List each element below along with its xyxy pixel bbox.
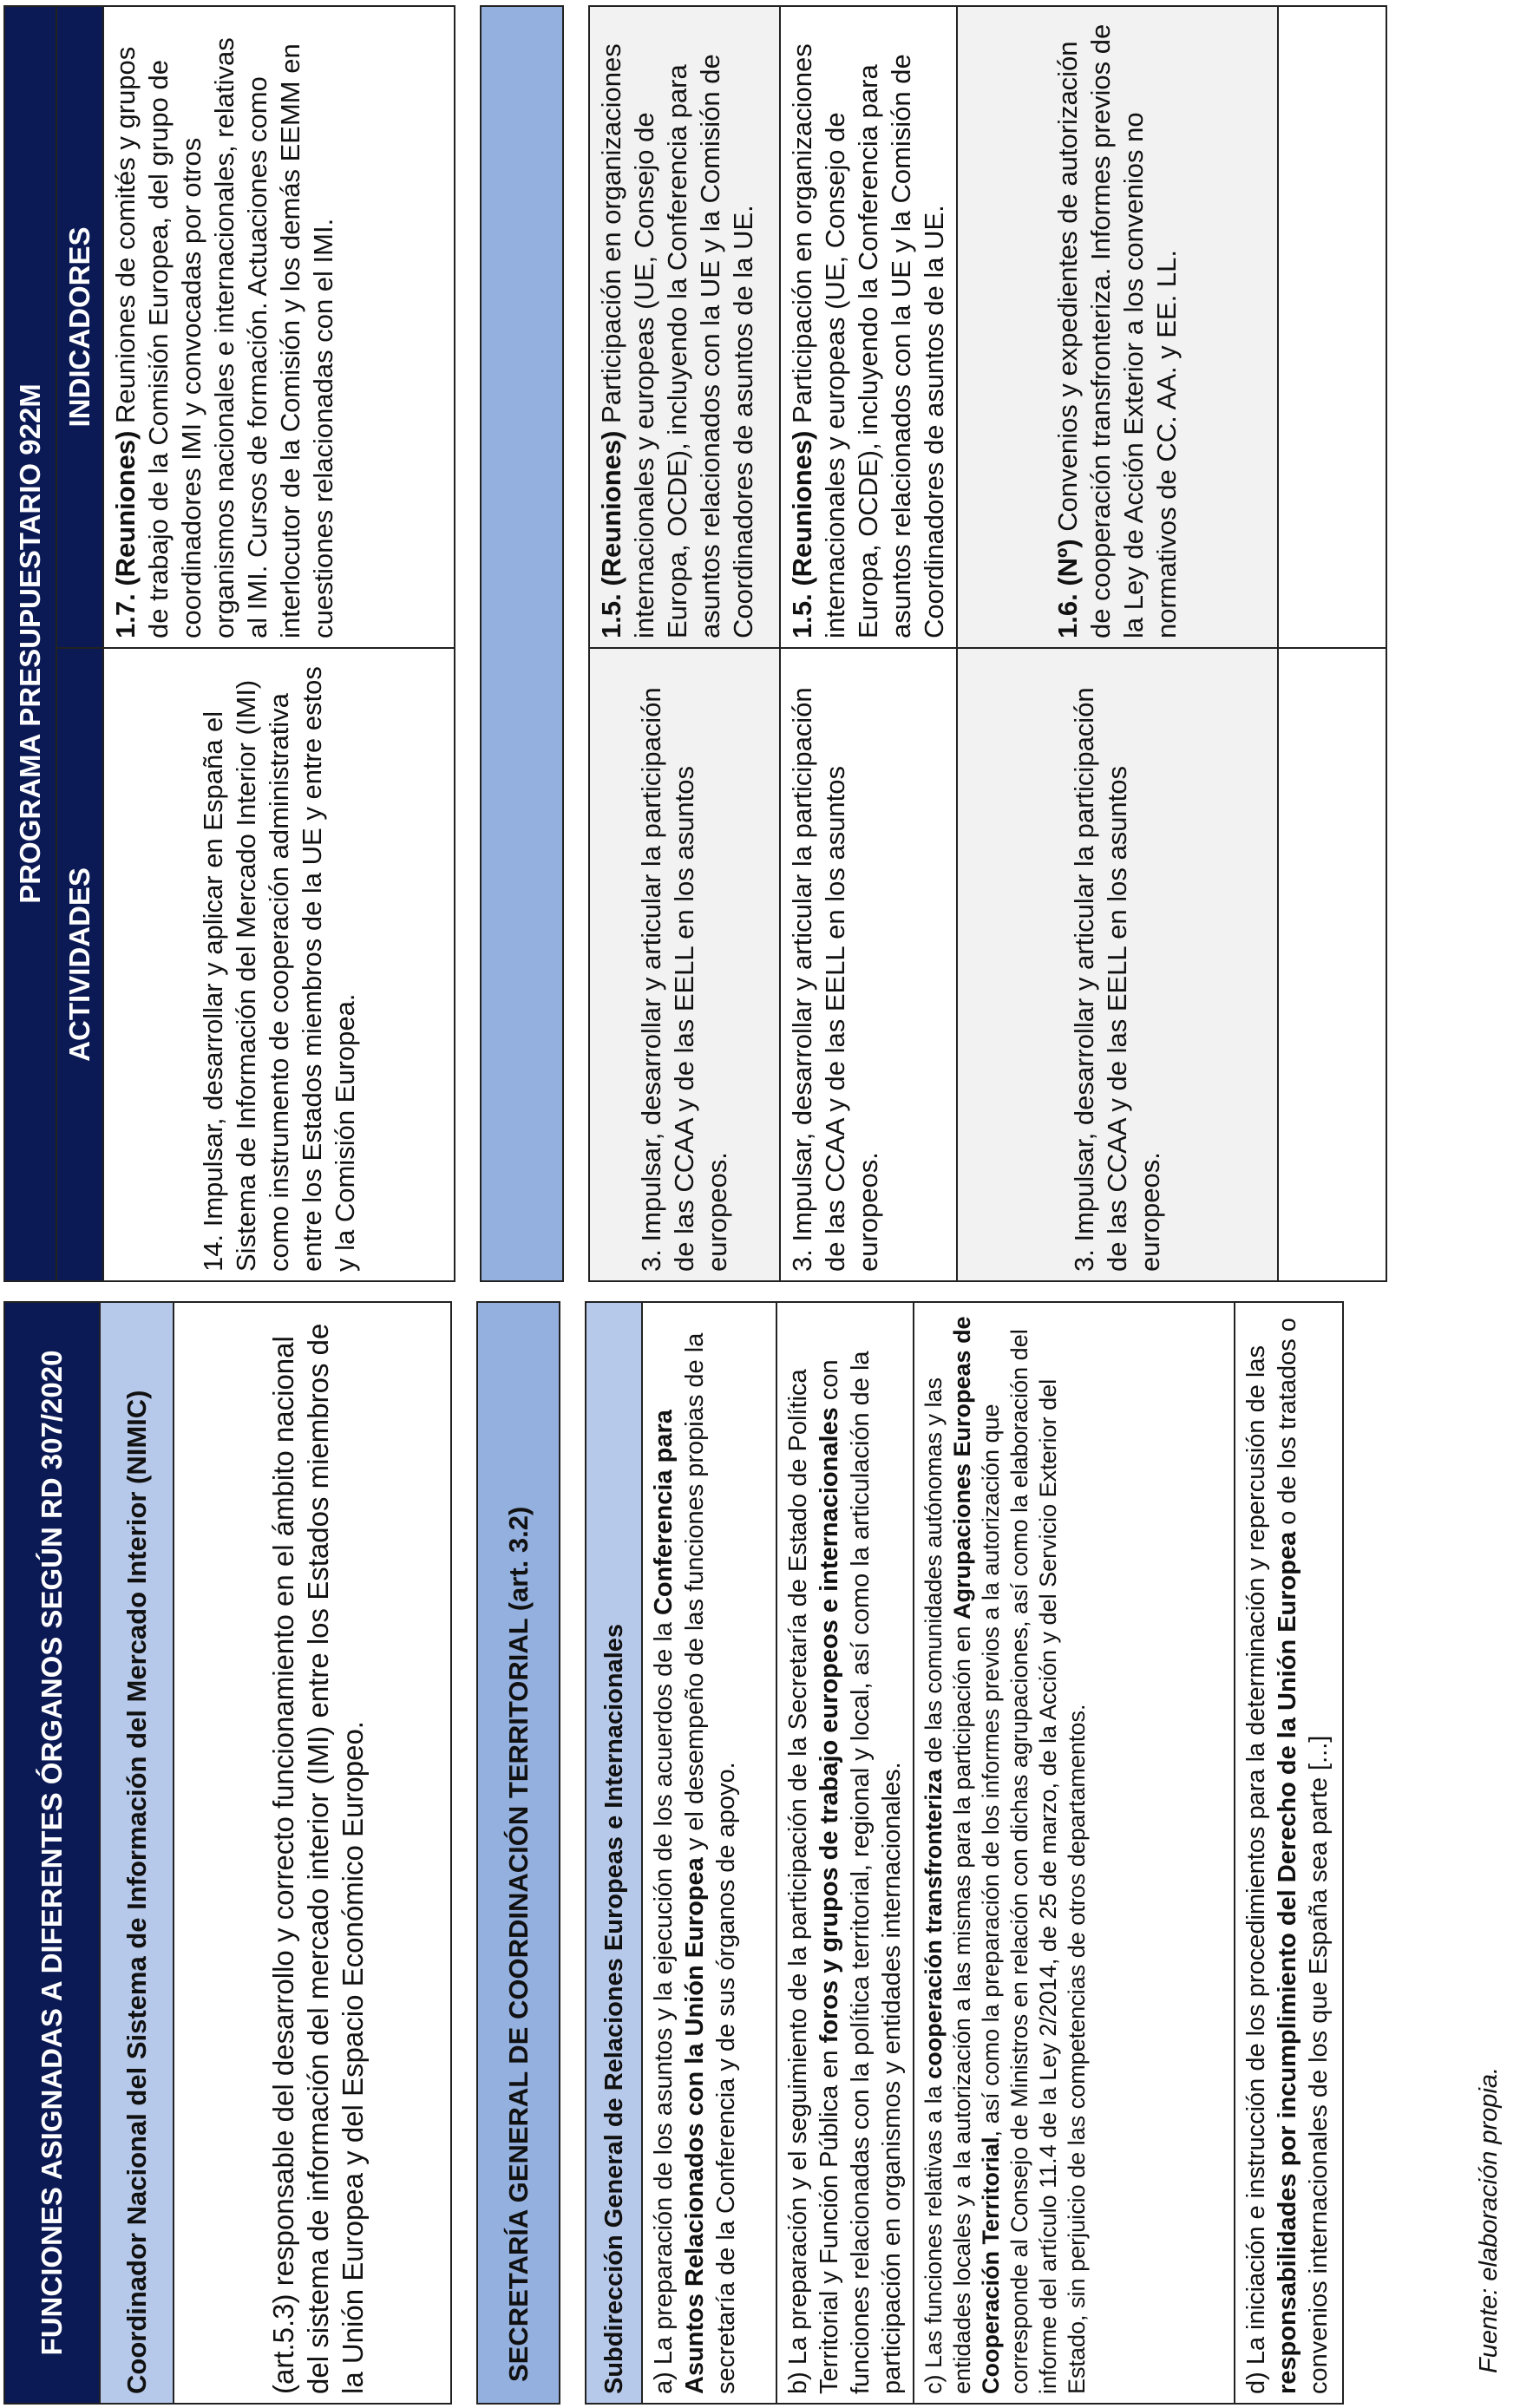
nimic-text: (art.5.3) responsable del desarrollo y correcto funcionamiento en el ámbito nacional del sistema de información del mercado interior (IMI) entre los Estados miembros de la Unión Europea y del Espacio Económico Europeo. — [174, 1302, 451, 2404]
col-indicadores: INDICADORES — [56, 6, 103, 648]
actividad-3-b: 3. Impulsar, desarrollar y articular la participación de las CCAA y de las EELL en los asuntos europeos. — [780, 648, 957, 1281]
secretaria-band — [481, 6, 563, 1281]
actividad-14: 14. Impulsar, desarrollar y aplicar en España el Sistema de Información del Mercado Interior (IMI) como instrumento de cooperación administrativa entre los Estados miembros de la UE y entre estos y la Comisión Europea. — [103, 648, 455, 1281]
funcion-a: a) La preparación de los asuntos y la ejecución de los acuerdos de la Conferencia para Asuntos Relacionados con la Unión Europea y el desempeño de las funciones propias de la secretaría de la Conferencia y de sus órganos de apoyo. — [642, 1302, 776, 2404]
actividad-empty — [1278, 648, 1386, 1281]
actividad-3-c: 3. Impulsar, desarrollar y articular la participación de las CCAA y de las EELL en los asuntos europeos. — [957, 648, 1278, 1281]
nimic-title: Coordinador Nacional del Sistema de Información del Mercado Interior (NIMIC) — [100, 1302, 174, 2404]
funciones-table — [3, 1301, 1344, 2405]
indicador-1-6: 1.6. (Nº) Convenios y expedientes de autorización de cooperación transfronteriza. Informes previos de la Ley de Acción Exterior a los convenios no normativos de CC. AA. y EE. LL. — [957, 6, 1278, 648]
subdireccion-title: Subdirección General de Relaciones Europeas e Internacionales — [586, 1302, 642, 2404]
funcion-d: d) La iniciación e instrucción de los procedimientos para la determinación y repercusión de las responsabilidades por incumplimiento del Derecho de la Unión Europea o de los tratados o convenios internacionales de los que España sea parte [...] — [1235, 1302, 1343, 2404]
funcion-b: b) La preparación y el seguimiento de la participación de la Secretaría de Estado de Política Territorial y Función Pública en foros y grupos de trabajo europeos e internacionales con funciones relacionadas con la política territorial, regional y local, así como la articulación de la participación en organismos y entidades internacionales. — [776, 1302, 914, 2404]
secretaria-header: SECRETARÍA GENERAL DE COORDINACIÓN TERRITORIAL (art. 3.2) — [477, 1302, 560, 2404]
funciones-header: FUNCIONES ASIGNADAS A DIFERENTES ÓRGANOS SEGÚN RD 307/2020 — [4, 1302, 100, 2404]
fuente-note: Fuente: elaboración propia. — [1475, 2066, 1503, 2373]
actividad-3-a: 3. Impulsar, desarrollar y articular la participación de las CCAA y de las EELL en los asuntos europeos. — [589, 648, 780, 1281]
programa-header: PROGRAMA PRESUPUESTARIO 922M — [4, 6, 56, 1281]
indicador-1-5-b: 1.5. (Reuniones) Participación en organizaciones internacionales y europeas (UE, Consejo de Europa, OCDE), incluyendo la Conferencia para asuntos relacionados con la UE y la Comisión de Coordinadores de asuntos de la UE. — [780, 6, 957, 648]
indicador-1-7: 1.7. (Reuniones) Reuniones de comités y grupos de trabajo de la Comisión Europea, del grupo de coordinadores IMI y convocadas por otros organismos nacionales e internacionales, relativas al IMI. Cursos de formación. Actuaciones como interlocutor de la Comisión y los demás EEMM en cuestiones relacionadas con el IMI. — [103, 6, 455, 648]
indicador-1-5-a: 1.5. (Reuniones) Participación en organizaciones internacionales y europeas (UE, Consejo de Europa, OCDE), incluyendo la Conferencia para asuntos relacionados con la UE y la Comisión de Coordinadores de asuntos de la UE. — [589, 6, 780, 648]
funcion-c: c) Las funciones relativas a la cooperación transfronteriza de las comunidades autónomas y las entidades locales y a la autorización a las mismas para la participación en Agrupaciones Europeas de Cooperación Territorial, así como la preparación de los informes previos a la autorización que corresponde al Consejo de Ministros en relación con dichas agrupaciones, así como la elaboración del informe del artículo 11.4 de la Ley 2/2014, de 25 de marzo, de la Acción y del Servicio Exterior del Estado, sin perjuicio de las competencias de otros departamentos. — [914, 1302, 1235, 2404]
indicador-empty — [1278, 6, 1386, 648]
col-actividades: ACTIVIDADES — [56, 648, 103, 1281]
programa-table — [3, 5, 1387, 1282]
